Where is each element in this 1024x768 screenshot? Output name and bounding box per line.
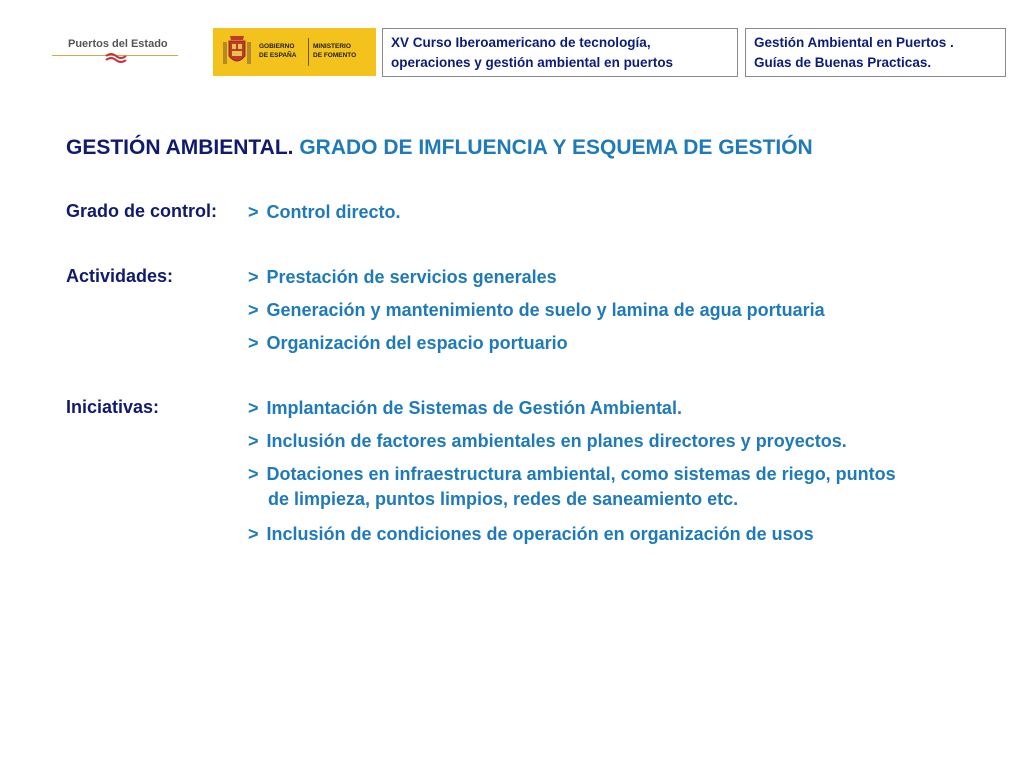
iniciativas-item: > Inclusión de factores ambientales en planes directores y proyectos.	[248, 431, 847, 451]
control-item: > Control directo.	[248, 202, 401, 222]
bullet-arrow: >	[248, 464, 259, 484]
course-title-line-2: operaciones y gestión ambiental en puertos	[391, 55, 674, 70]
guide-title-line-2: Guías de Buenas Practicas.	[754, 55, 932, 70]
bullet-arrow: >	[248, 333, 259, 353]
bullet-arrow: >	[248, 398, 259, 418]
gobierno-espana-logo	[213, 28, 376, 76]
guide-title-box	[745, 28, 1006, 77]
course-title-box	[382, 28, 738, 77]
coat-of-arms-icon	[221, 32, 253, 72]
actividades-item: > Organización del espacio portuario	[248, 333, 568, 353]
course-title-line-1: XV Curso Iberoamericano de tecnología,	[391, 35, 651, 50]
title-part-1: GESTIÓN AMBIENTAL.	[66, 136, 294, 159]
title-part-2: GRADO DE IMFLUENCIA Y ESQUEMA DE GESTIÓN	[299, 136, 813, 159]
waves-icon	[104, 50, 128, 64]
puertos-logo-text: Puertos del Estado	[68, 38, 168, 50]
iniciativas-item-continuation: de limpieza, puntos limpios, redes de saneamiento etc.	[268, 489, 739, 509]
bullet-arrow: >	[248, 202, 259, 222]
iniciativas-item: > Implantación de Sistemas de Gestión Ambiental.	[248, 398, 682, 418]
gobierno-text: GOBIERNO DE ESPAÑA	[259, 43, 297, 59]
bullet-arrow: >	[248, 524, 259, 544]
actividades-label: Actividades:	[66, 266, 174, 286]
slide-title	[66, 136, 813, 160]
guide-title-line-1: Gestión Ambiental en Puertos .	[754, 35, 954, 50]
bullet-arrow: >	[248, 431, 259, 451]
control-label: Grado de control:	[66, 201, 218, 221]
bullet-arrow: >	[248, 267, 259, 287]
iniciativas-item: > Inclusión de condiciones de operación en organización de usos	[248, 524, 814, 544]
iniciativas-label: Iniciativas:	[66, 397, 160, 417]
logo-separator	[308, 38, 309, 66]
actividades-item: > Generación y mantenimiento de suelo y lamina de agua portuaria	[248, 300, 825, 320]
ministerio-text: MINISTERIO DE FOMENTO	[313, 43, 357, 59]
iniciativas-item: > Dotaciones en infraestructura ambiental, como sistemas de riego, puntos de limpieza, puntos limpios, redes de saneamiento etc.	[248, 462, 896, 512]
puertos-del-estado-logo	[52, 36, 178, 76]
bullet-arrow: >	[248, 300, 259, 320]
actividades-item: > Prestación de servicios generales	[248, 267, 557, 287]
